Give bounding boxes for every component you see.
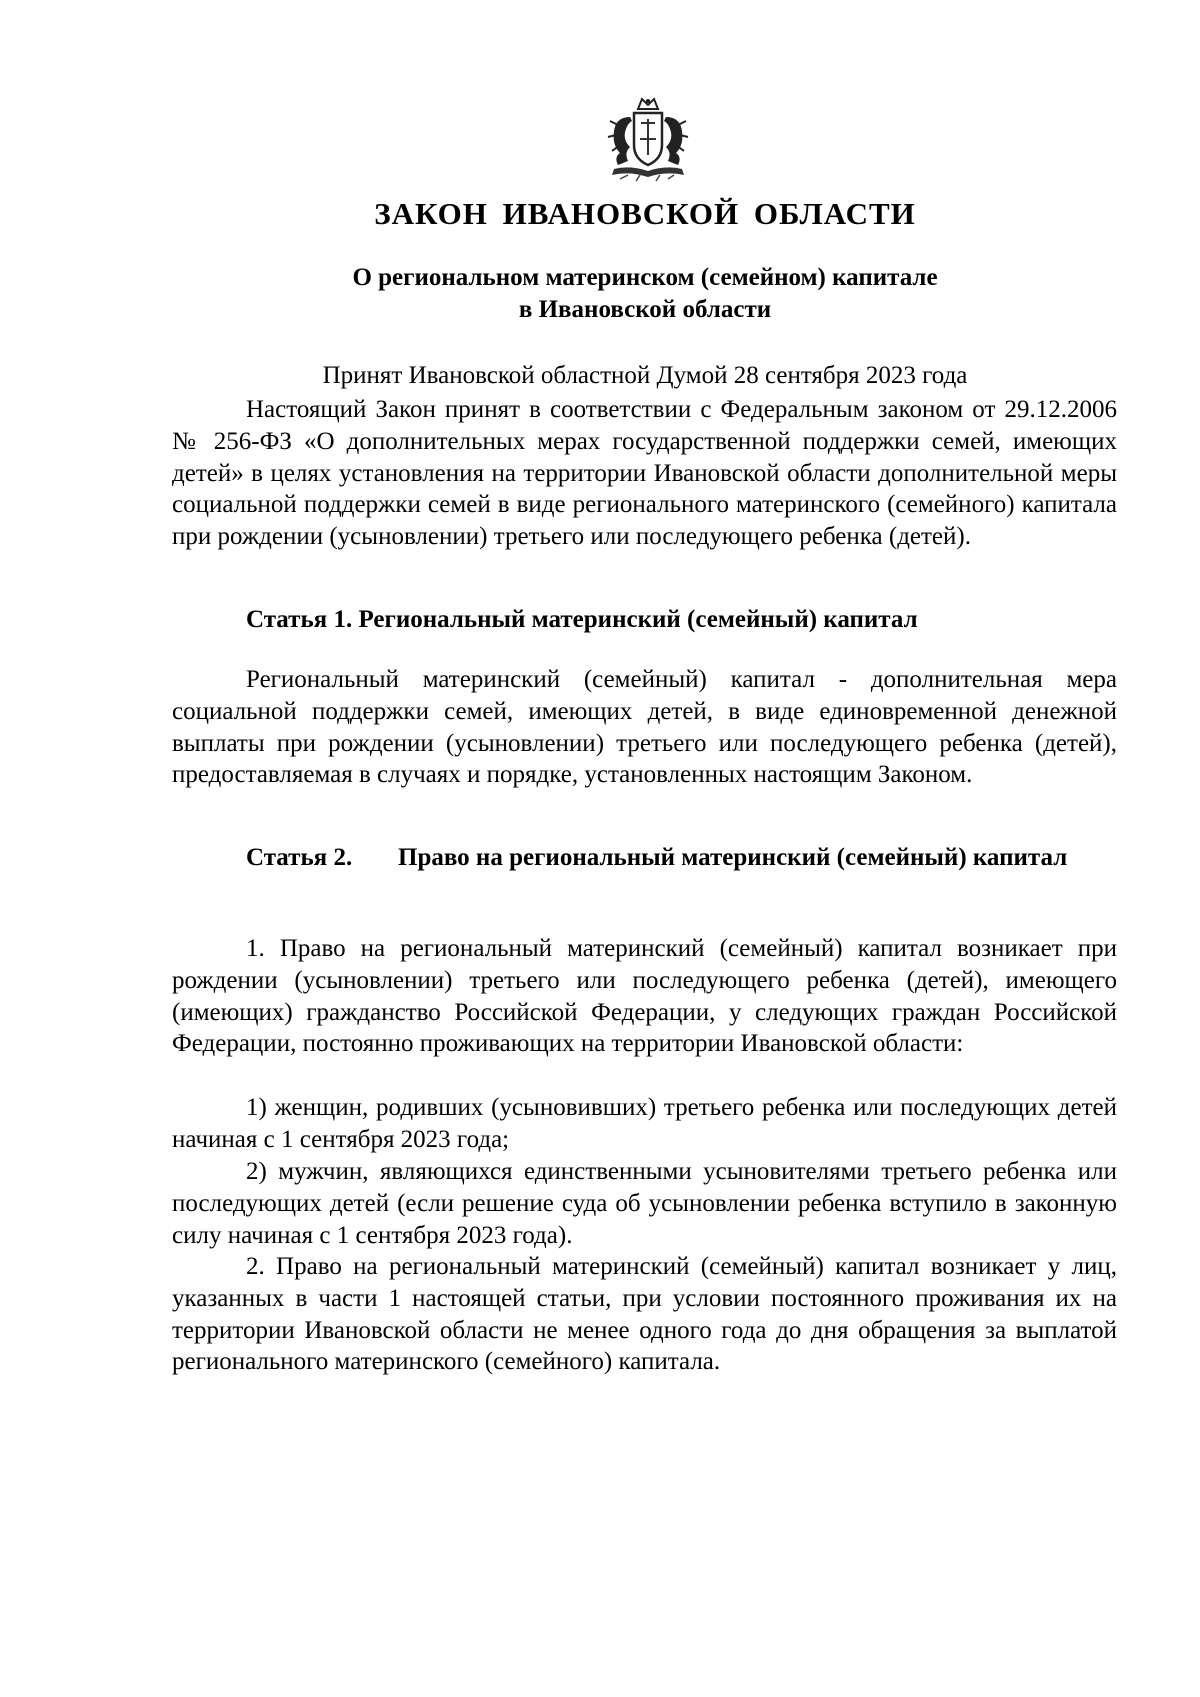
article1-paragraph: Региональный материнский (семейный) капитал - дополнительная мера социальной поддержки семей, имеющих детей, в виде единовременной денежной выплаты при рождении (усыновлении) третьего или последующего ребенка (детей), предоставляемая в случаях и порядке, установленных настоящим Законом. bbox=[172, 666, 1117, 789]
law-subtitle-line2: в Ивановской области bbox=[518, 296, 772, 323]
article2-part1-item1: 1) женщин, родивших (усыновивших) третьего ребенка или последующих детей начиная с 1 сентября 2023 года; bbox=[172, 1094, 1117, 1153]
law-subtitle bbox=[0, 262, 1200, 326]
law-subtitle-line1: О региональном материнском (семейном) капитале bbox=[352, 264, 938, 291]
article1-heading: Статья 1. Региональный материнский (семейный) капитал bbox=[246, 606, 918, 633]
article2-title: Право на региональный материнский (семейный) капитал bbox=[398, 844, 1068, 871]
adoption-note: Принят Ивановской областной Думой 28 сентября 2023 года bbox=[322, 362, 968, 389]
coat-of-arms-icon bbox=[600, 95, 696, 183]
article2-number: Статья 2. bbox=[246, 844, 353, 871]
article2-part1: 1. Право на региональный материнский (семейный) капитал возникает при рождении (усыновлении) третьего или последующего ребенка (детей), имеющего (имеющих) гражданство Российской Федерации, у следующих граждан Российской Федерации, постоянно проживающих на территории Ивановской области: bbox=[172, 935, 1117, 1058]
article2-part2: 2. Право на региональный материнский (семейный) капитал возникает у лиц, указанных в части 1 настоящей статьи, при условии постоянного проживания их на территории Ивановской области не менее одного года до дня обращения за выплатой регионального материнского (семейного) капитала. bbox=[172, 1253, 1117, 1376]
article2-part1-item2: 2) мужчин, являющихся единственными усыновителями третьего ребенка или последующих детей (если решение суда об усыновлении ребенка вступило в законную силу начиная с 1 сентября 2023 года). bbox=[172, 1158, 1117, 1249]
preamble-paragraph: Настоящий Закон принят в соответствии с Федеральным законом от 29.12.2006 № 256-ФЗ «О дополнительных мерах государственной поддержки семей, имеющих детей» в целях установления на территории Ивановской области дополнительной меры социальной поддержки семей в виде регионального материнского (семейного) капитала при рождении (усыновлении) третьего или последующего ребенка (детей). bbox=[172, 396, 1117, 551]
law-title: ЗАКОН ИВАНОВСКОЙ ОБЛАСТИ bbox=[374, 196, 916, 231]
